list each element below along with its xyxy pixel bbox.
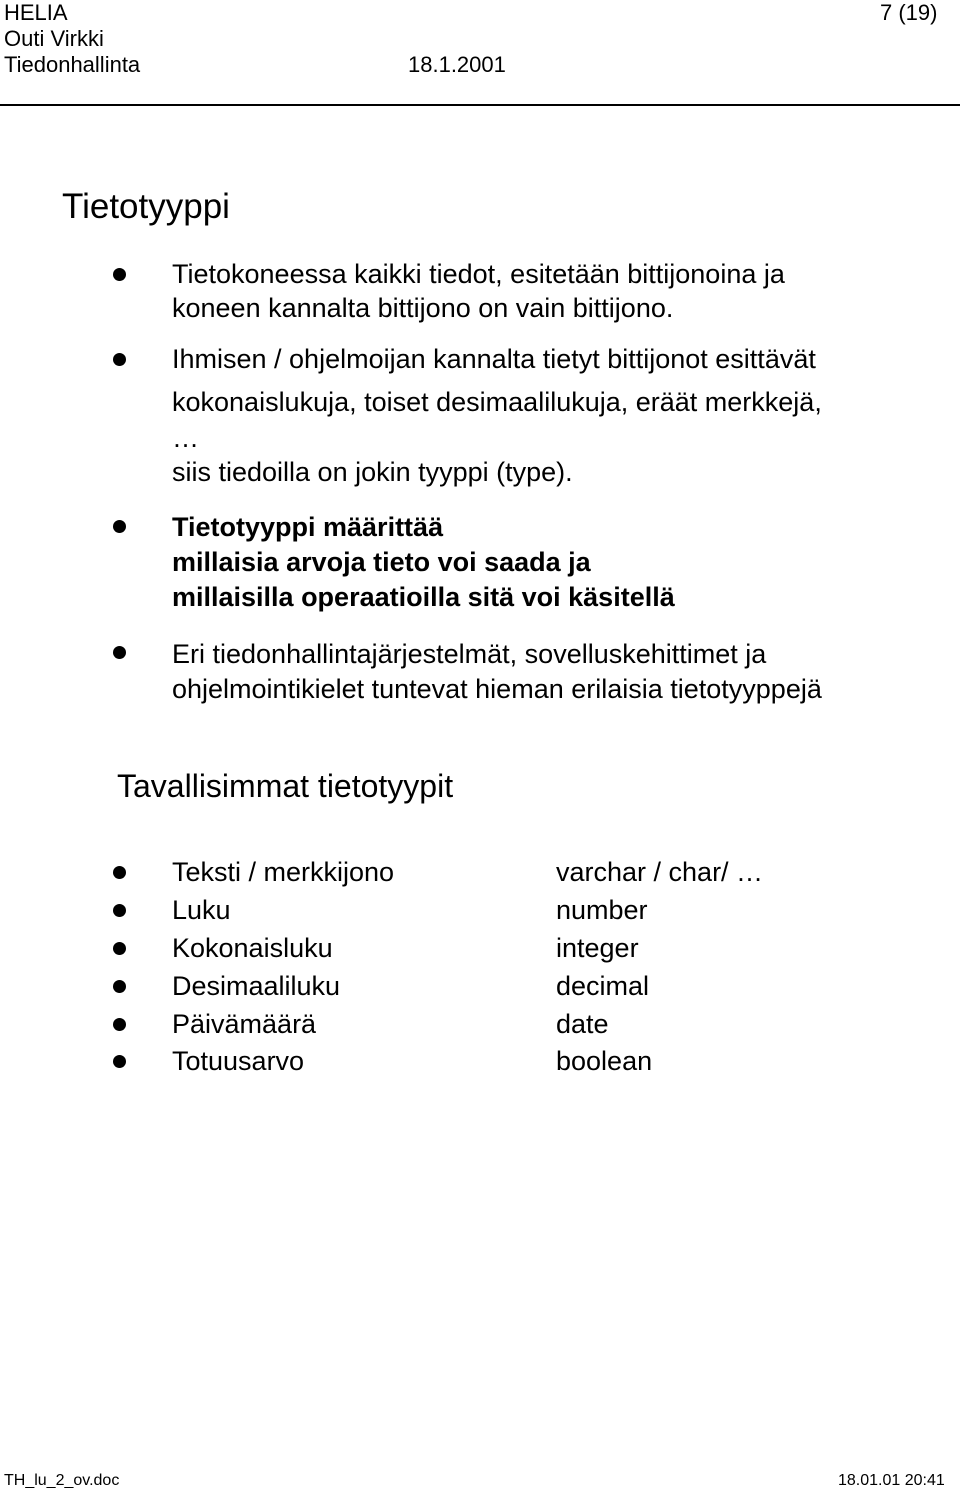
header-date: 18.1.2001	[408, 52, 506, 77]
bullet-2-line-1: Ihmisen / ohjelmoijan kannalta tietyt bittijonot esittävät	[172, 344, 816, 374]
type-sql: varchar / char/ …	[556, 857, 764, 887]
footer-filename: TH_lu_2_ov.doc	[4, 1472, 120, 1489]
header-divider	[0, 104, 960, 106]
header-course: Tiedonhallinta	[4, 52, 141, 77]
bullet-icon	[113, 646, 126, 659]
header-author: Outi Virkki	[4, 26, 104, 51]
bullet-icon	[113, 904, 126, 917]
bullet-4-line-1: Eri tiedonhallintajärjestelmät, sovelluskehittimet ja	[172, 639, 767, 669]
bullet-3-line-3: millaisilla operaatioilla sitä voi käsitellä	[172, 582, 675, 612]
bullet-1-line-2: koneen kannalta bittijono on vain bittijono.	[172, 293, 674, 323]
footer-timestamp: 18.01.01 20:41	[838, 1472, 945, 1489]
bullet-icon	[113, 942, 126, 955]
bullet-icon	[113, 1018, 126, 1031]
bullet-icon	[113, 520, 126, 533]
bullet-2-line-2: kokonaislukuja, toiset desimaalilukuja, eräät merkkejä,	[172, 387, 822, 417]
type-sql: date	[556, 1009, 609, 1039]
bullet-icon	[113, 1055, 126, 1068]
header-org: HELIA	[4, 0, 68, 25]
bullet-icon	[113, 353, 126, 366]
header-page-number: 7 (19)	[880, 0, 938, 25]
type-name: Luku	[172, 895, 231, 925]
bullet-4-line-2: ohjelmointikielet tuntevat hieman erilaisia tietotyyppejä	[172, 674, 822, 704]
bullet-2-line-3: …	[172, 423, 199, 453]
type-sql: number	[556, 895, 648, 925]
type-name: Päivämäärä	[172, 1009, 317, 1039]
bullet-1-line-1: Tietokoneessa kaikki tiedot, esitetään bittijonoina ja	[172, 259, 785, 289]
section-title: Tietotyyppi	[62, 187, 230, 226]
bullet-2-line-4: siis tiedoilla on jokin tyyppi (type).	[172, 457, 573, 487]
type-name: Totuusarvo	[172, 1046, 305, 1076]
type-sql: decimal	[556, 971, 650, 1001]
type-sql: boolean	[556, 1046, 653, 1076]
bullet-icon	[113, 268, 126, 281]
type-name: Kokonaisluku	[172, 933, 333, 963]
subheading: Tavallisimmat tietotyypit	[117, 768, 454, 804]
bullet-3-line-2: millaisia arvoja tieto voi saada ja	[172, 547, 591, 577]
bullet-3-line-1: Tietotyyppi määrittää	[172, 512, 444, 542]
type-name: Teksti / merkkijono	[172, 857, 395, 887]
type-name: Desimaaliluku	[172, 971, 341, 1001]
bullet-icon	[113, 866, 126, 879]
bullet-icon	[113, 980, 126, 993]
type-sql: integer	[556, 933, 639, 963]
